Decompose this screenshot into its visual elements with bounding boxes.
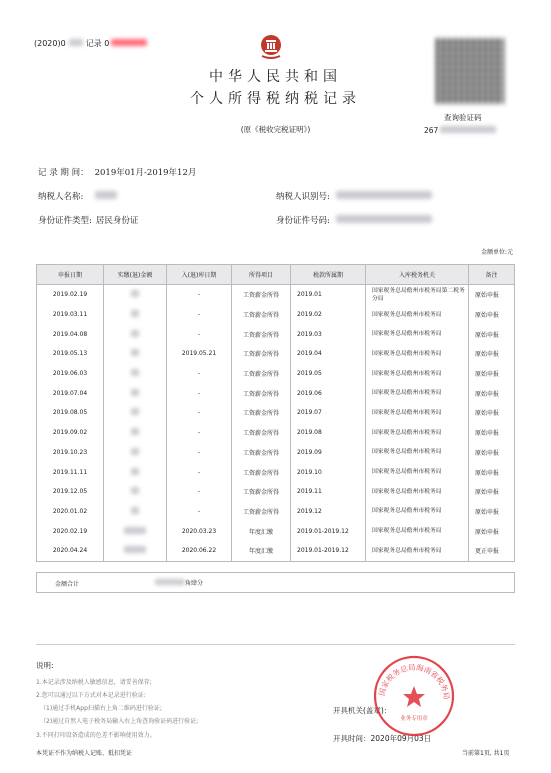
cell-amount-redacted	[104, 344, 167, 364]
cell-note: 原始申报	[469, 403, 515, 423]
cell-declare-date: 2019.10.23	[37, 443, 104, 463]
total-row	[36, 572, 515, 593]
table-row	[37, 285, 515, 305]
total-label: 金额合计	[55, 581, 80, 588]
cell-amount-redacted	[104, 364, 167, 384]
table-row	[37, 502, 515, 522]
cell-authority: 国家税务总局儋州市税务局	[366, 521, 469, 541]
col-note: 备注	[469, 265, 515, 285]
cell-stock-date: -	[167, 443, 232, 463]
cell-amount-redacted	[104, 324, 167, 344]
tax-bureau-emblem-icon	[259, 34, 283, 60]
cell-note: 原始申报	[469, 344, 515, 364]
cell-declare-date: 2019.12.05	[37, 482, 104, 502]
col-stock-date: 入(退)库日期	[167, 265, 232, 285]
cell-tax-period: 2019.12	[291, 502, 366, 522]
cell-income-item: 工资薪金所得	[232, 403, 291, 423]
cell-declare-date: 2019.07.04	[37, 383, 104, 403]
cell-note: 原始申报	[469, 423, 515, 443]
cell-amount-redacted	[104, 285, 167, 305]
tax-records-table	[36, 264, 515, 562]
record-number: (2020)0 记录 0	[34, 38, 147, 49]
cell-tax-period: 2019.02	[291, 305, 366, 325]
cell-amount-redacted	[104, 521, 167, 541]
cell-declare-date: 2019.03.11	[37, 305, 104, 325]
table-row	[37, 423, 515, 443]
cell-income-item: 工资薪金所得	[232, 383, 291, 403]
notes-title: 说明:	[36, 661, 54, 670]
verify-code: 267	[424, 126, 496, 135]
title-country: 中华人民共和国	[209, 69, 342, 85]
note-item: （2)通过自然人电子税务局输入右上角查询验证码进行验证;	[40, 718, 199, 725]
cell-stock-date: 2019.05.21	[167, 344, 232, 364]
issue-time: 开具时间：2020年09月03日	[333, 734, 432, 743]
cell-tax-period: 2019.05	[291, 364, 366, 384]
cell-tax-period: 2019.01-2019.12	[291, 541, 366, 561]
cell-declare-date: 2019.05.13	[37, 344, 104, 364]
cell-declare-date: 2019.04.08	[37, 324, 104, 344]
cell-authority: 国家税务总局儋州市税务局	[366, 541, 469, 561]
page-title: 个人所得税纳税记录	[190, 91, 361, 107]
table-row	[37, 344, 515, 364]
cell-tax-period: 2019.03	[291, 324, 366, 344]
cell-amount-redacted	[104, 305, 167, 325]
cell-stock-date: -	[167, 324, 232, 344]
note-item: （1)通过手机App扫描右上角二维码进行验证;	[40, 705, 162, 712]
footer-disclaimer: 本凭证不作为纳税人记账、抵扣凭证	[36, 750, 133, 757]
cell-income-item: 年度汇缴	[232, 541, 291, 561]
cell-stock-date: -	[167, 482, 232, 502]
cell-declare-date: 2019.08.05	[37, 403, 104, 423]
subtitle: (原《税收完税证明》)	[240, 125, 311, 134]
cell-tax-period: 2019.06	[291, 383, 366, 403]
cell-income-item: 工资薪金所得	[232, 344, 291, 364]
cell-income-item: 工资薪金所得	[232, 502, 291, 522]
cell-tax-period: 2019.04	[291, 344, 366, 364]
cell-note: 原始申报	[469, 364, 515, 384]
page-indicator: 当前第1页, 共1页	[462, 750, 510, 757]
total-value: 角肆分	[155, 578, 203, 587]
cell-tax-period: 2019.11	[291, 482, 366, 502]
cell-note: 原始申报	[469, 521, 515, 541]
cell-declare-date: 2019.11.11	[37, 462, 104, 482]
col-tax-period: 税款所属期	[291, 265, 366, 285]
taxpayer-id: 纳税人识别号:	[276, 190, 432, 202]
col-income-item: 所得项目	[232, 265, 291, 285]
cell-stock-date: -	[167, 423, 232, 443]
cell-income-item: 年度汇缴	[232, 521, 291, 541]
cell-stock-date: -	[167, 285, 232, 305]
cell-amount-redacted	[104, 443, 167, 463]
table-header-row	[37, 265, 515, 285]
cell-stock-date: -	[167, 305, 232, 325]
cell-stock-date: 2020.06.22	[167, 541, 232, 561]
qr-code-icon	[436, 38, 504, 104]
cell-declare-date: 2019.09.02	[37, 423, 104, 443]
cell-tax-period: 2019.01-2019.12	[291, 521, 366, 541]
cell-amount-redacted	[104, 383, 167, 403]
table-row	[37, 482, 515, 502]
cell-tax-period: 2019.09	[291, 443, 366, 463]
table-row	[37, 521, 515, 541]
cell-stock-date: -	[167, 462, 232, 482]
taxpayer-name: 纳税人名称:	[38, 190, 117, 202]
col-authority: 入库税务机关	[366, 265, 469, 285]
table-row	[37, 403, 515, 423]
cell-declare-date: 2019.02.19	[37, 285, 104, 305]
id-type: 身份证件类型: 居民身份证	[38, 216, 139, 226]
cell-note: 原始申报	[469, 383, 515, 403]
stamp-text: 国家税务总局海南省税务局	[377, 662, 452, 700]
cell-declare-date: 2019.06.03	[37, 364, 104, 384]
cell-authority: 国家税务总局儋州市税务局	[366, 443, 469, 463]
cell-authority: 国家税务总局儋州市税务局	[366, 423, 469, 443]
verify-code-label: 查询验证码	[444, 113, 482, 122]
cell-authority: 国家税务总局儋州市税务局	[366, 324, 469, 344]
cell-note: 原始申报	[469, 285, 515, 305]
cell-amount-redacted	[104, 423, 167, 443]
cell-stock-date: -	[167, 383, 232, 403]
cell-authority: 国家税务总局儋州市税务局	[366, 502, 469, 522]
cell-note: 原始申报	[469, 502, 515, 522]
col-amount: 实缴(退)金额	[104, 265, 167, 285]
cell-income-item: 工资薪金所得	[232, 305, 291, 325]
cell-tax-period: 2019.07	[291, 403, 366, 423]
cell-authority: 国家税务总局儋州市税务局	[366, 482, 469, 502]
cell-income-item: 工资薪金所得	[232, 462, 291, 482]
cell-income-item: 工资薪金所得	[232, 423, 291, 443]
cell-income-item: 工资薪金所得	[232, 364, 291, 384]
cell-authority: 国家税务总局儋州市税务局	[366, 383, 469, 403]
cell-amount-redacted	[104, 462, 167, 482]
cell-note: 原始申报	[469, 324, 515, 344]
cell-income-item: 工资薪金所得	[232, 324, 291, 344]
note-item: 3.不同打印设备造成的色差不影响使用效力。	[36, 732, 156, 739]
cell-declare-date: 2020.01.02	[37, 502, 104, 522]
cell-income-item: 工资薪金所得	[232, 482, 291, 502]
table-row	[37, 324, 515, 344]
table-row	[37, 541, 515, 561]
id-number: 身份证件号码:	[276, 214, 432, 226]
table-row	[37, 305, 515, 325]
cell-income-item: 工资薪金所得	[232, 443, 291, 463]
table-row	[37, 462, 515, 482]
cell-amount-redacted	[104, 403, 167, 423]
table-row	[37, 383, 515, 403]
cell-authority: 国家税务总局儋州市税务局	[366, 462, 469, 482]
cell-note: 原始申报	[469, 482, 515, 502]
cell-authority: 国家税务总局儋州市税务局	[366, 305, 469, 325]
record-period: 记 录 期 间： 2019年01月-2019年12月	[38, 168, 197, 178]
cell-amount-redacted	[104, 502, 167, 522]
cell-authority: 国家税务总局儋州市税务局	[366, 344, 469, 364]
cell-note: 原始申报	[469, 462, 515, 482]
cell-stock-date: -	[167, 364, 232, 384]
amount-unit: 金额单位:元	[480, 249, 513, 256]
divider	[36, 644, 515, 645]
col-declare-date: 申报日期	[37, 265, 104, 285]
cell-declare-date: 2020.04.24	[37, 541, 104, 561]
table-row	[37, 364, 515, 384]
cell-declare-date: 2020.02.19	[37, 521, 104, 541]
cell-authority: 国家税务总局儋州市税务局	[366, 403, 469, 423]
cell-authority: 国家税务总局儋州市税务局第二税务分局	[366, 285, 469, 305]
official-seal-icon	[372, 654, 456, 738]
cell-amount-redacted	[104, 482, 167, 502]
cell-note: 更正申报	[469, 541, 515, 561]
cell-income-item: 工资薪金所得	[232, 285, 291, 305]
cell-tax-period: 2019.10	[291, 462, 366, 482]
stamp-subtext: 业务专用章	[400, 716, 428, 722]
cell-authority: 国家税务总局儋州市税务局	[366, 364, 469, 384]
cell-stock-date: -	[167, 502, 232, 522]
table-row	[37, 443, 515, 463]
cell-tax-period: 2019.01	[291, 285, 366, 305]
cell-stock-date: -	[167, 403, 232, 423]
cell-note: 原始申报	[469, 443, 515, 463]
issuer-label: 开具机关(盖章)：	[333, 706, 392, 715]
cell-tax-period: 2019.08	[291, 423, 366, 443]
cell-stock-date: 2020.03.23	[167, 521, 232, 541]
cell-amount-redacted	[104, 541, 167, 561]
cell-note: 原始申报	[469, 305, 515, 325]
note-item: 1.本记录涉及纳税人敏感信息，请妥善保存;	[36, 679, 152, 686]
note-item: 2.您可以通过以下方式对本记录进行验证:	[36, 692, 146, 699]
